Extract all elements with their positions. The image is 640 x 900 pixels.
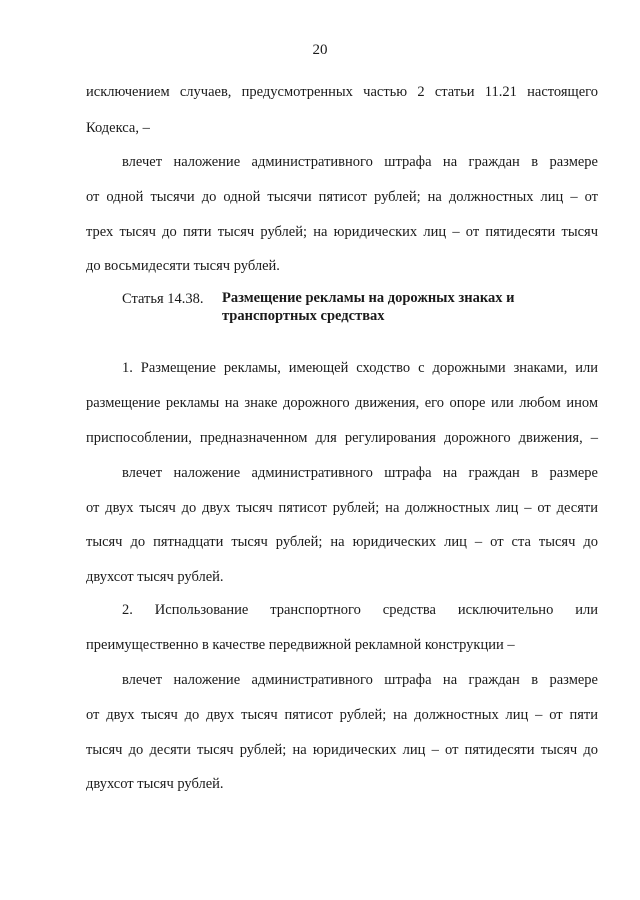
article-title-line: Размещение рекламы на дорожных знаках и	[222, 290, 515, 306]
text-line: приспособлении, предназначенном для регулирования дорожного движения, –	[86, 430, 598, 446]
article-title-line: транспортных средствах	[222, 308, 385, 324]
text-line: 2. Использование транспортного средства исключительно или	[122, 602, 598, 618]
text-line: трех тысяч до пяти тысяч рублей; на юридических лиц – от пятидесяти тысяч	[86, 224, 598, 240]
text-line: от двух тысяч до двух тысяч пятисот рублей; на должностных лиц – от пяти	[86, 707, 598, 723]
text-line: от двух тысяч до двух тысяч пятисот рублей; на должностных лиц – от десяти	[86, 500, 598, 516]
text-line: исключением случаев, предусмотренных частью 2 статьи 11.21 настоящего	[86, 84, 598, 100]
text-line: тысяч до пятнадцати тысяч рублей; на юридических лиц – от ста тысяч до	[86, 534, 598, 550]
text-line: двухсот тысяч рублей.	[86, 776, 224, 792]
text-line: Кодекса, –	[86, 120, 150, 136]
text-line: влечет наложение административного штрафа на граждан в размере	[122, 154, 598, 170]
text-line: размещение рекламы на знаке дорожного движения, его опоре или любом ином	[86, 395, 598, 411]
text-line: преимущественно в качестве передвижной рекламной конструкции –	[86, 637, 515, 653]
text-line: до восьмидесяти тысяч рублей.	[86, 258, 280, 274]
text-line: двухсот тысяч рублей.	[86, 569, 224, 585]
article-title	[222, 289, 582, 325]
text-line: влечет наложение административного штрафа на граждан в размере	[122, 672, 598, 688]
text-line: от одной тысячи до одной тысячи пятисот рублей; на должностных лиц – от	[86, 189, 598, 205]
text-line: 1. Размещение рекламы, имеющей сходство с дорожными знаками, или	[122, 360, 598, 376]
article-number: Статья 14.38.	[122, 291, 204, 307]
text-line: тысяч до десяти тысяч рублей; на юридических лиц – от пятидесяти тысяч до	[86, 742, 598, 758]
text-line: влечет наложение административного штрафа на граждан в размере	[122, 465, 598, 481]
page-number: 20	[312, 42, 328, 58]
